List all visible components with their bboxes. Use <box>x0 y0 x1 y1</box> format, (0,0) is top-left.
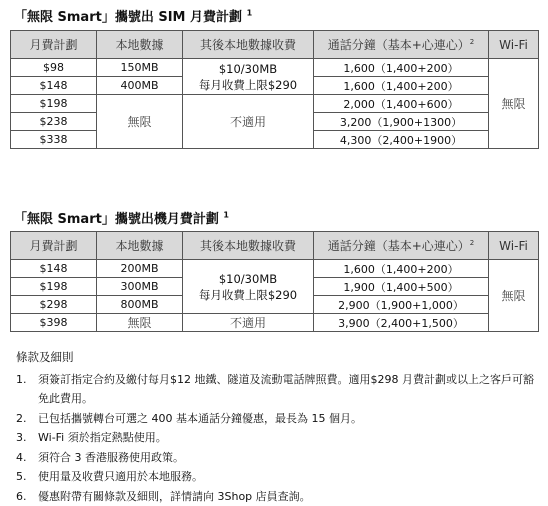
term-text: 優惠附帶有關條款及細則，詳情請向 3Shop 店員查詢。 <box>38 490 311 503</box>
header-wifi: Wi-Fi <box>489 232 539 260</box>
local-data: 300MB <box>97 278 183 296</box>
table-row <box>11 260 539 278</box>
terms-section <box>16 348 536 506</box>
monthly-fee: $338 <box>11 131 97 149</box>
call-minutes: 1,600（1,400+200） <box>314 260 489 278</box>
header-local-data: 本地數據 <box>97 31 183 59</box>
plan-table-with-handset <box>10 231 539 332</box>
call-header-footnote: 2 <box>470 38 474 46</box>
table-row <box>11 59 539 77</box>
local-data: 800MB <box>97 296 183 314</box>
monthly-fee: $98 <box>11 59 97 77</box>
table1-title: 「無限 Smart」攜號出 SIM 月費計劃 $^1$ <box>14 6 252 25</box>
monthly-fee: $398 <box>11 314 97 332</box>
header-monthly-plan: 月費計劃 <box>11 232 97 260</box>
extra-data-charge: $10/30MB 每月收費上限$290 <box>183 260 314 314</box>
extra-data-charge-na: 不適用 <box>183 314 314 332</box>
local-data: 200MB <box>97 260 183 278</box>
list-item <box>16 487 536 506</box>
table-row <box>11 314 539 332</box>
header-wifi: Wi-Fi <box>489 31 539 59</box>
header-call-minutes: 通話分鐘（基本+心連心）$^2$ <box>314 31 489 59</box>
call-minutes: 3,200（1,900+1300） <box>314 113 489 131</box>
list-item <box>16 370 536 409</box>
table-header-row <box>11 31 539 59</box>
header-call-minutes: 通話分鐘（基本+心連心）$^2$ <box>314 232 489 260</box>
list-item <box>16 409 536 429</box>
table2-title: 「無限 Smart」攜號出機月費計劃 $^1$ <box>14 208 229 227</box>
header-extra-data-charge: 其後本地數據收費 <box>183 232 314 260</box>
terms-heading: 條款及細則 <box>16 348 536 368</box>
local-data: 400MB <box>97 77 183 95</box>
call-header-footnote: 2 <box>470 239 474 247</box>
header-extra-data-charge: 其後本地數據收費 <box>183 31 314 59</box>
term-number: 6. <box>16 487 27 506</box>
call-minutes: 4,300（2,400+1900） <box>314 131 489 149</box>
term-number: 2. <box>16 409 27 429</box>
call-minutes: 1,600（1,400+200） <box>314 59 489 77</box>
term-text: 使用量及收費只適用於本地服務。 <box>38 470 203 483</box>
monthly-fee: $198 <box>11 95 97 113</box>
term-text: 已包括攜號轉台可選之 400 基本通話分鐘優惠，最長為 15 個月。 <box>38 412 362 425</box>
extra-data-charge: $10/30MB 每月收費上限$290 <box>183 59 314 95</box>
header-monthly-plan: 月費計劃 <box>11 31 97 59</box>
call-minutes: 2,000（1,400+600） <box>314 95 489 113</box>
table-row <box>11 95 539 113</box>
term-number: 5. <box>16 467 27 487</box>
extra-data-charge-na: 不適用 <box>183 95 314 149</box>
list-item <box>16 467 536 487</box>
list-item <box>16 448 536 468</box>
term-number: 4. <box>16 448 27 468</box>
call-minutes: 2,900（1,900+1,000） <box>314 296 489 314</box>
monthly-fee: $148 <box>11 260 97 278</box>
local-data: 150MB <box>97 59 183 77</box>
call-minutes: 1,900（1,400+500） <box>314 278 489 296</box>
monthly-fee: $238 <box>11 113 97 131</box>
term-number: 3. <box>16 428 27 448</box>
table1-title-footnote: 1 <box>247 9 253 18</box>
monthly-fee: $148 <box>11 77 97 95</box>
term-text: 須符合 3 香港服務使用政策。 <box>38 451 184 464</box>
list-item <box>16 428 536 448</box>
terms-list <box>16 370 536 506</box>
monthly-fee: $198 <box>11 278 97 296</box>
local-data: 無限 <box>97 95 183 149</box>
call-minutes: 1,600（1,400+200） <box>314 77 489 95</box>
term-number: 1. <box>16 370 27 390</box>
monthly-fee: $298 <box>11 296 97 314</box>
header-local-data: 本地數據 <box>97 232 183 260</box>
wifi-value: 無限 <box>489 260 539 332</box>
wifi-value: 無限 <box>489 59 539 149</box>
call-minutes: 3,900（2,400+1,500） <box>314 314 489 332</box>
local-data: 無限 <box>97 314 183 332</box>
plan-table-sim-only <box>10 30 539 149</box>
table-header-row <box>11 232 539 260</box>
term-text: 須簽訂指定合約及繳付每月$12 地鐵、隧道及流動電話牌照費。適用$298 月費計劃或以上之客戶可豁免此費用。 <box>38 373 534 406</box>
term-text: Wi-Fi 須於指定熱點使用。 <box>38 431 167 444</box>
table2-title-footnote: 1 <box>223 211 229 220</box>
